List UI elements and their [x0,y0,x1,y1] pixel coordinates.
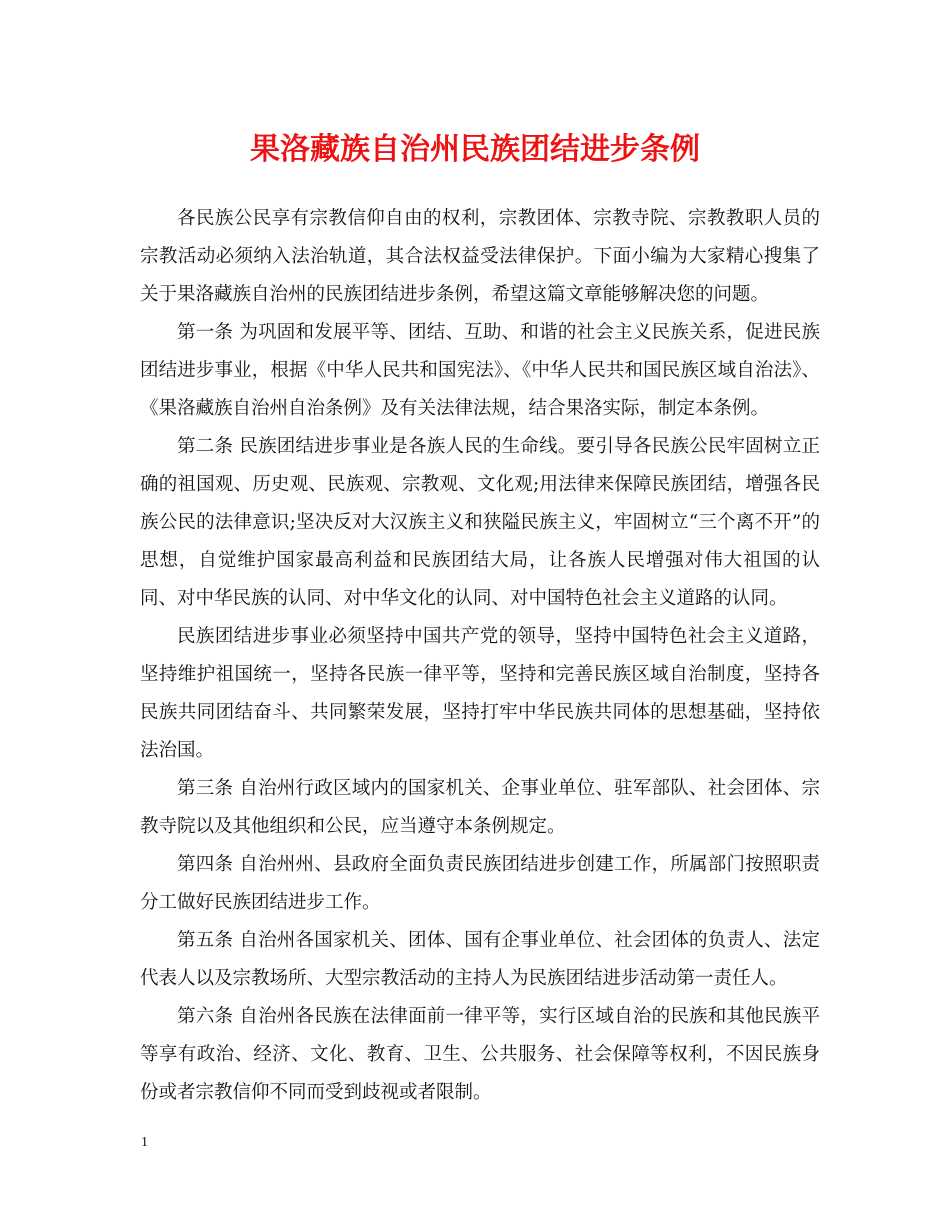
page-number: 1 [141,1135,148,1150]
intro-paragraph: 各民族公民享有宗教信仰自由的权利，宗教团体、宗教寺院、宗教教职人员的宗教活动必须纳入法治轨道，其合法权益受法律保护。下面小编为大家精心搜集了关于果洛藏族自治州的民族团结进步条例，希望这篇文章能够解决您的问题。 [140,208,820,305]
article-4-paragraph: 第四条 自治州州、县政府全面负责民族团结进步创建工作，所属部门按照职责分工做好民族团结进步工作。 [140,854,820,913]
article-3-paragraph: 第三条 自治州行政区域内的国家机关、企事业单位、驻军部队、社会团体、宗教寺院以及其他组织和公民，应当遵守本条例规定。 [140,778,820,837]
document-body [140,200,820,1112]
article-2-paragraph: 第二条 民族团结进步事业是各族人民的生命线。要引导各民族公民牢固树立正确的祖国观、历史观、民族观、宗教观、文化观;用法律来保障民族团结，增强各民族公民的法律意识;坚决反对大汉族主义和狭隘民族主义，牢固树立“三个离不开”的思想，自觉维护国家最高利益和民族团结大局，让各族人民增强对伟大祖国的认同、对中华民族的认同、对中华文化的认同、对中国特色社会主义道路的认同。 [140,436,820,609]
article-2-continuation-paragraph: 民族团结进步事业必须坚持中国共产党的领导，坚持中国特色社会主义道路，坚持维护祖国统一，坚持各民族一律平等，坚持和完善民族区域自治制度，坚持各民族共同团结奋斗、共同繁荣发展，坚持打牢中华民族共同体的思想基础，坚持依法治国。 [140,626,820,761]
document-title: 果洛藏族自治州民族团结进步条例 [250,132,700,167]
article-6-paragraph: 第六条 自治州各民族在法律面前一律平等，实行区域自治的民族和其他民族平等享有政治、经济、文化、教育、卫生、公共服务、社会保障等权利，不因民族身份或者宗教信仰不同而受到歧视或者限制。 [140,1006,820,1103]
article-1-paragraph: 第一条 为巩固和发展平等、团结、互助、和谐的社会主义民族关系，促进民族团结进步事业，根据《中华人民共和国宪法》、《中华人民共和国民族区域自治法》、《果洛藏族自治州自治条例》及有关法律法规，结合果洛实际，制定本条例。 [140,322,820,419]
article-5-paragraph: 第五条 自治州各国家机关、团体、国有企事业单位、社会团体的负责人、法定代表人以及宗教场所、大型宗教活动的主持人为民族团结进步活动第一责任人。 [140,930,820,989]
